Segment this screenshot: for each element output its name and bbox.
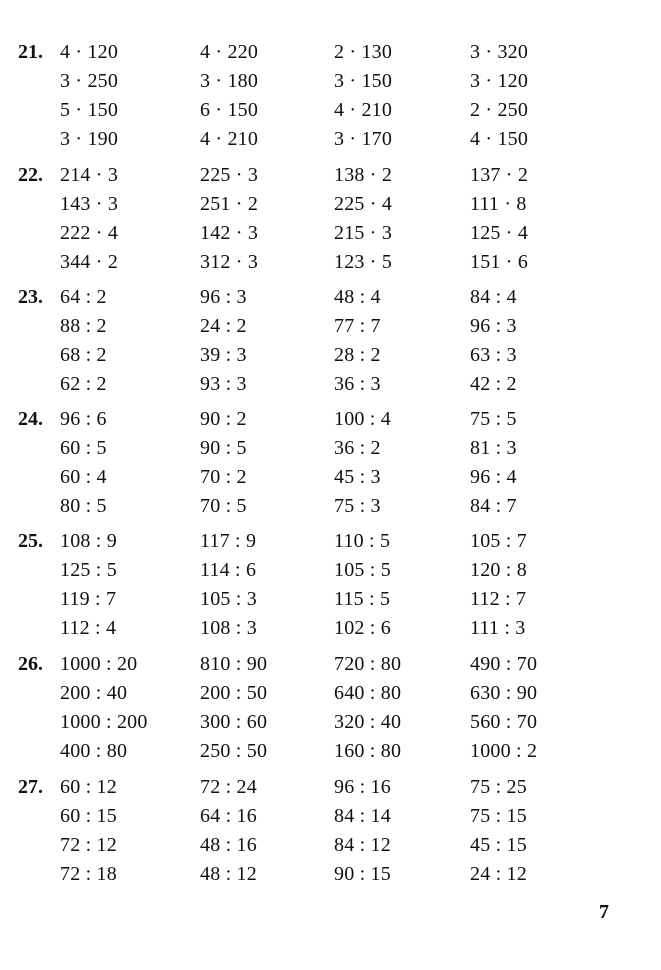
expression-column [470, 405, 605, 521]
expression: 84 : 4 [470, 286, 517, 308]
expression: 112 : 7 [470, 588, 527, 610]
page-number: 7 [599, 901, 609, 923]
expression: 4 · 210 [334, 99, 393, 121]
expression: 119 : 7 [60, 588, 117, 610]
expression: 143 · 3 [60, 193, 119, 215]
expression: 24 : 2 [200, 315, 247, 337]
expression: 3 · 180 [200, 70, 259, 92]
expression: 222 · 4 [60, 222, 119, 244]
expression: 80 : 5 [60, 495, 107, 517]
expression: 120 : 8 [470, 559, 527, 581]
expression-column [60, 405, 195, 521]
expression: 1000 : 2 [470, 740, 538, 762]
expression: 96 : 3 [200, 286, 247, 308]
exercise-27 [18, 773, 638, 893]
expression: 312 · 3 [200, 251, 259, 273]
expression-column [470, 161, 605, 277]
expression: 63 : 3 [470, 344, 517, 366]
expression: 123 · 5 [334, 251, 393, 273]
expression: 102 : 6 [334, 617, 391, 639]
expression-column [470, 283, 605, 399]
expression: 1000 : 20 [60, 653, 138, 675]
expression: 5 · 150 [60, 99, 119, 121]
expression-column [60, 283, 195, 399]
expression-column [470, 527, 605, 643]
expression: 96 : 16 [334, 776, 391, 798]
expression: 720 : 80 [334, 653, 402, 675]
expression: 45 : 3 [334, 466, 381, 488]
expression: 39 : 3 [200, 344, 247, 366]
expression: 3 · 150 [334, 70, 393, 92]
expression: 84 : 7 [470, 495, 517, 517]
expression: 3 · 320 [470, 41, 529, 63]
expression: 72 : 24 [200, 776, 257, 798]
expression: 300 : 60 [200, 711, 268, 733]
expression: 108 : 3 [200, 617, 257, 639]
expression: 81 : 3 [470, 437, 517, 459]
expression: 4 · 120 [60, 41, 119, 63]
expression: 320 : 40 [334, 711, 402, 733]
expression: 111 : 3 [470, 617, 526, 639]
expression: 36 : 2 [334, 437, 381, 459]
expression: 84 : 14 [334, 805, 391, 827]
expression: 64 : 2 [60, 286, 107, 308]
expression-column [60, 38, 195, 154]
expression: 90 : 2 [200, 408, 247, 430]
expression-column [200, 38, 335, 154]
expression: 2 · 250 [470, 99, 529, 121]
expression: 48 : 12 [200, 863, 257, 885]
expression: 105 : 5 [334, 559, 391, 581]
expression: 60 : 12 [60, 776, 117, 798]
expression: 105 : 7 [470, 530, 527, 552]
expression-column [200, 773, 335, 889]
expression: 114 : 6 [200, 559, 257, 581]
expression: 45 : 15 [470, 834, 527, 856]
expression: 225 · 3 [200, 164, 259, 186]
expression: 75 : 5 [470, 408, 517, 430]
expression: 137 · 2 [470, 164, 529, 186]
expression: 3 · 250 [60, 70, 119, 92]
expression: 138 · 2 [334, 164, 393, 186]
exercise-number: 26. [18, 653, 43, 675]
expression: 214 · 3 [60, 164, 119, 186]
expression-column [334, 650, 469, 766]
expression: 64 : 16 [200, 805, 257, 827]
expression-column [200, 405, 335, 521]
exercise-26 [18, 650, 638, 770]
expression: 3 · 120 [470, 70, 529, 92]
exercise-number: 22. [18, 164, 43, 186]
expression: 110 : 5 [334, 530, 391, 552]
expression: 251 · 2 [200, 193, 259, 215]
expression: 36 : 3 [334, 373, 381, 395]
expression: 60 : 4 [60, 466, 107, 488]
expression: 3 · 170 [334, 128, 393, 150]
exercise-23 [18, 283, 638, 403]
expression: 151 · 6 [470, 251, 529, 273]
expression: 93 : 3 [200, 373, 247, 395]
exercise-25 [18, 527, 638, 647]
expression: 62 : 2 [60, 373, 107, 395]
expression-column [200, 527, 335, 643]
expression: 4 · 150 [470, 128, 529, 150]
expression: 810 : 90 [200, 653, 268, 675]
expression: 125 · 4 [470, 222, 529, 244]
expression-column [334, 527, 469, 643]
expression: 90 : 5 [200, 437, 247, 459]
expression: 108 : 9 [60, 530, 117, 552]
expression: 2 · 130 [334, 41, 393, 63]
expression: 68 : 2 [60, 344, 107, 366]
expression: 70 : 5 [200, 495, 247, 517]
expression: 1000 : 200 [60, 711, 148, 733]
expression: 111 · 8 [470, 193, 527, 215]
expression: 48 : 16 [200, 834, 257, 856]
exercise-number: 23. [18, 286, 43, 308]
expression-column [470, 38, 605, 154]
expression-column [60, 527, 195, 643]
expression-column [60, 773, 195, 889]
expression: 75 : 25 [470, 776, 527, 798]
expression-column [200, 161, 335, 277]
expression-column [60, 650, 195, 766]
expression: 125 : 5 [60, 559, 117, 581]
expression: 200 : 40 [60, 682, 128, 704]
expression: 250 : 50 [200, 740, 268, 762]
expression: 160 : 80 [334, 740, 402, 762]
expression: 48 : 4 [334, 286, 381, 308]
expression: 225 · 4 [334, 193, 393, 215]
expression: 75 : 3 [334, 495, 381, 517]
expression: 344 · 2 [60, 251, 119, 273]
expression-column [334, 283, 469, 399]
expression: 560 : 70 [470, 711, 538, 733]
expression: 72 : 12 [60, 834, 117, 856]
exercise-21 [18, 38, 638, 158]
expression: 42 : 2 [470, 373, 517, 395]
expression-column [470, 773, 605, 889]
expression: 117 : 9 [200, 530, 257, 552]
exercise-number: 25. [18, 530, 43, 552]
expression: 75 : 15 [470, 805, 527, 827]
expression: 100 : 4 [334, 408, 391, 430]
expression: 112 : 4 [60, 617, 117, 639]
expression: 84 : 12 [334, 834, 391, 856]
expression-column [200, 283, 335, 399]
expression: 215 · 3 [334, 222, 393, 244]
expression-column [334, 38, 469, 154]
exercise-22 [18, 161, 638, 281]
expression: 72 : 18 [60, 863, 117, 885]
expression: 630 : 90 [470, 682, 538, 704]
expression: 60 : 5 [60, 437, 107, 459]
exercise-number: 24. [18, 408, 43, 430]
expression: 105 : 3 [200, 588, 257, 610]
expression: 200 : 50 [200, 682, 268, 704]
expression: 28 : 2 [334, 344, 381, 366]
expression: 96 : 4 [470, 466, 517, 488]
expression: 640 : 80 [334, 682, 402, 704]
expression: 490 : 70 [470, 653, 538, 675]
expression: 90 : 15 [334, 863, 391, 885]
exercise-number: 27. [18, 776, 43, 798]
expression: 115 : 5 [334, 588, 391, 610]
expression: 24 : 12 [470, 863, 527, 885]
exercise-number: 21. [18, 41, 43, 63]
expression: 70 : 2 [200, 466, 247, 488]
expression: 142 · 3 [200, 222, 259, 244]
expression-column [470, 650, 605, 766]
expression: 4 · 220 [200, 41, 259, 63]
expression-column [334, 773, 469, 889]
expression-column [60, 161, 195, 277]
expression: 400 : 80 [60, 740, 128, 762]
expression-column [334, 161, 469, 277]
expression: 88 : 2 [60, 315, 107, 337]
expression-column [334, 405, 469, 521]
expression: 96 : 6 [60, 408, 107, 430]
exercise-24 [18, 405, 638, 525]
expression-column [200, 650, 335, 766]
expression: 60 : 15 [60, 805, 117, 827]
expression: 3 · 190 [60, 128, 119, 150]
expression: 4 · 210 [200, 128, 259, 150]
expression: 77 : 7 [334, 315, 381, 337]
expression: 6 · 150 [200, 99, 259, 121]
expression: 96 : 3 [470, 315, 517, 337]
